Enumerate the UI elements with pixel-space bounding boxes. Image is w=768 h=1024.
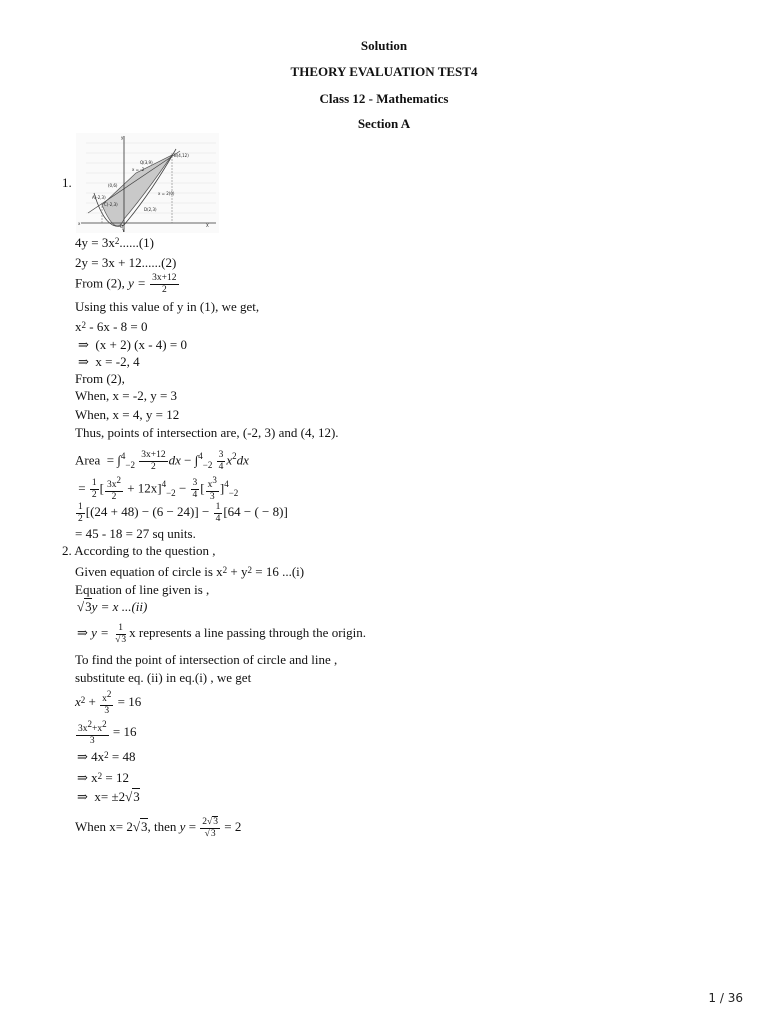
quadratic-line: $x^2 - 6x - 8 = 0$	[75, 319, 148, 334]
step-4x2: ⇒ $4x^2 = 48$	[77, 749, 136, 764]
equation-1: $4y = 3x^2......(1)$	[75, 235, 155, 250]
question-number-1: 1.	[62, 175, 72, 190]
graph-label-x: x	[78, 221, 81, 226]
question-2-heading: 2. According to the question ,	[62, 543, 216, 558]
graph-label-Q: Q(3,9)	[140, 160, 153, 165]
line-given: Equation of line given is ,	[75, 582, 210, 597]
find-intersection: To find the point of intersection of circle and line ,	[75, 652, 338, 667]
when-x-4: When, x = 4, y = 12	[75, 407, 180, 422]
class-title: Class 12 - Mathematics	[319, 91, 449, 106]
section-title: Section A	[357, 116, 411, 131]
substituted-equation: $x^2$ + $\frac{x^2}{3}$ = 16	[75, 688, 142, 717]
area-evaluation: = $\frac{1}{2}$ [ $\frac{3x^2}{2}$ + 12x]$^4_{-2}$ − $\frac{3}{4}$ [ $\frac{x^3}{3}$ ]$^4_{-2}$	[75, 475, 239, 503]
area-numeric: $\frac{1}{2}$ [(24 + 48) − (6 − 24)] − $\frac{1}{4}$ [64 − ( − 8)]	[78, 501, 288, 524]
graph-label-C: C(-2,3)	[104, 202, 118, 207]
roots-line: ⇒ x = -2, 4	[78, 354, 140, 369]
line-through-origin: ⇒ y = $\frac{1}{√3}$ x represents a line passing through the origin.	[77, 622, 366, 645]
from-2-line: From (2), y = $\frac{3x+12}{2}$	[75, 273, 177, 295]
equation-2: 2y = 3x + 12......(2)	[75, 255, 177, 270]
combined-equation: $\frac{3x^2+x^2}{3}$ = 16	[78, 718, 137, 747]
area-integral: Area = ∫$^4_{-2}$ $\frac{3x+12}{2}$ dx − ∫$^4_{-2}$ $\frac{3}{4}$ $x^2dx$	[75, 449, 249, 472]
graph-label-x2: x = 2(0)	[158, 191, 175, 196]
circle-equation: Given equation of circle is $x^2 + y^2 = 16$ ...(i)	[75, 564, 305, 579]
step-x2: ⇒ $x^2 = 12$	[77, 770, 129, 785]
graph-label-X: X	[206, 223, 209, 228]
graph-label-D: D(2,3)	[144, 207, 157, 212]
graph-label-Y: Y	[122, 228, 125, 233]
graph-label-x-2: x = -2	[132, 167, 145, 172]
graph-label-O: O	[120, 224, 124, 229]
substitute-line: substitute eq. (ii) in eq.(i) , we get	[75, 670, 252, 685]
from-2-again: From (2),	[75, 371, 125, 386]
using-value-line: Using this value of y in (1), we get,	[75, 299, 260, 314]
line-equation: √3y = x ...(ii)	[77, 599, 148, 614]
graph-label-y: y	[121, 135, 124, 140]
page-indicator: 1 / 36	[708, 991, 743, 1005]
region-graph	[76, 133, 219, 233]
step-x-value: ⇒ x= ±2√3	[77, 789, 140, 804]
area-result: = 45 - 18 = 27 sq units.	[75, 526, 196, 541]
graph-label-06: (0,6)	[108, 183, 118, 188]
when-x-line: When x= 2√3, then y = $\frac{2√3}{√3}$ = 2	[75, 816, 242, 839]
factor-line: ⇒ (x + 2) (x - 4) = 0	[78, 337, 187, 352]
intersection-points: Thus, points of intersection are, (-2, 3) and (4, 12).	[75, 425, 339, 440]
when-x-minus2: When, x = -2, y = 3	[75, 388, 178, 403]
graph-label-B: B(4,12)	[174, 153, 189, 158]
test-title: THEORY EVALUATION TEST4	[290, 64, 478, 79]
graph-label-A: A(-2,3)	[92, 195, 106, 200]
solution-title: Solution	[360, 38, 408, 53]
